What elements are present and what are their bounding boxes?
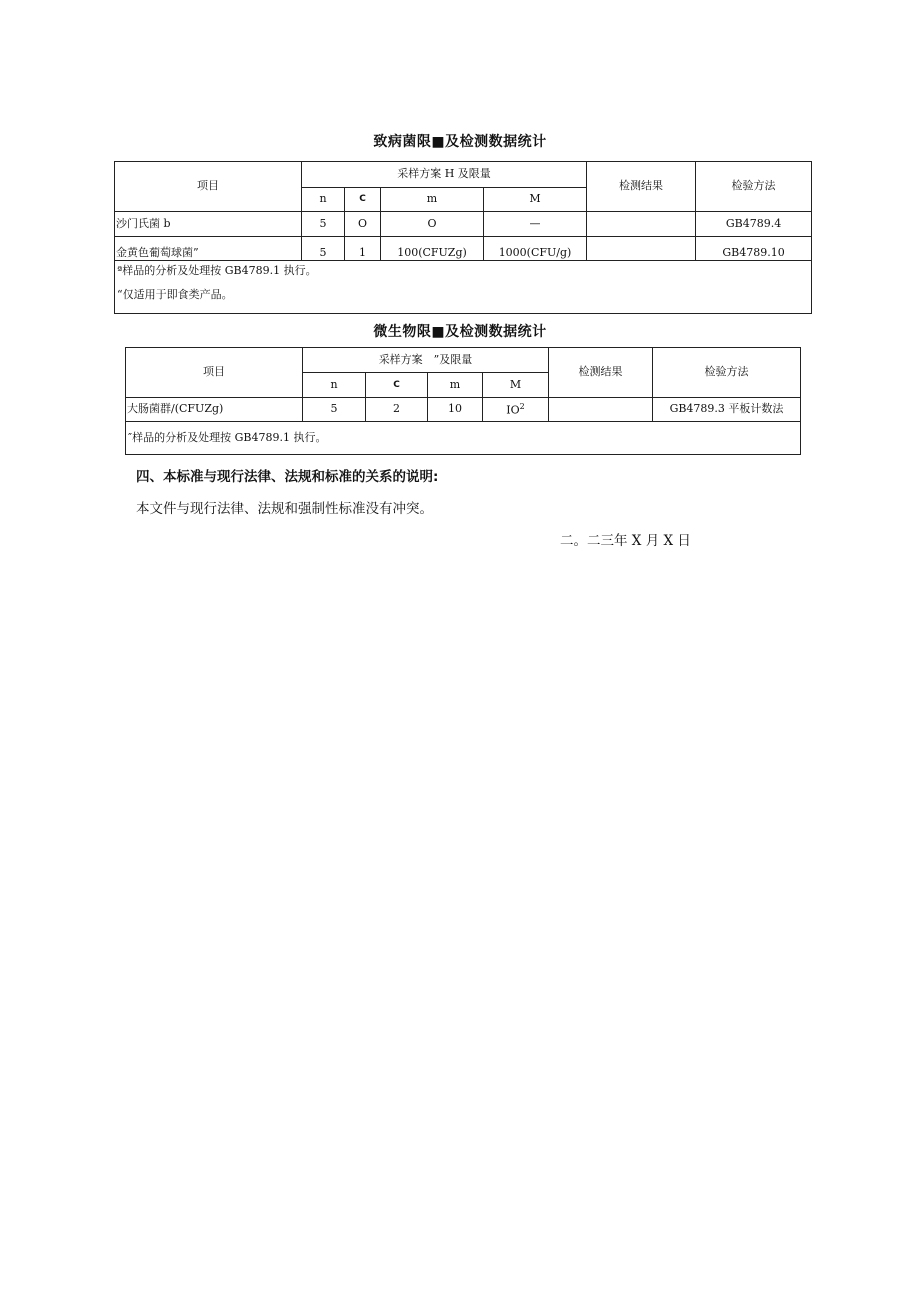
section4-heading: 四、本标准与现行法律、法规和标准的关系的说明: [136, 469, 439, 485]
row-method: GB4789.3 平板计数法 [653, 398, 801, 422]
table-row [115, 212, 812, 237]
pathogen-table [114, 161, 812, 314]
row-result [587, 237, 696, 261]
table-notes [115, 261, 812, 314]
row-result [549, 398, 653, 422]
header-c: C [366, 373, 428, 398]
row-n: 5 [302, 212, 345, 237]
row-m: 10 [428, 398, 483, 422]
row-m: 100(CFUZg) [381, 237, 484, 261]
row-item: 金黄色葡萄球菌” [115, 237, 302, 261]
header-M: M [484, 188, 587, 212]
header-item: 项目 [115, 162, 302, 212]
note-line: ″样品的分析及处理按 GB4789.1 执行。 [128, 431, 327, 445]
note-line: ª样品的分析及处理按 GB4789.1 执行。 [117, 264, 317, 277]
header-c: C [345, 188, 381, 212]
row-c: 1 [345, 237, 381, 261]
row-n: 5 [303, 398, 366, 422]
note-line: “仅适用于即食类产品。 [117, 288, 233, 301]
row-method: GB4789.10 [696, 237, 812, 261]
header-n: n [302, 188, 345, 212]
table1-title: 致病菌限■及检测数据统计 [373, 134, 547, 150]
row-M: — [484, 212, 587, 237]
table-row [126, 398, 801, 422]
row-method: GB4789.4 [696, 212, 812, 237]
header-n: n [303, 373, 366, 398]
microbe-table [125, 347, 801, 455]
row-c: O [345, 212, 381, 237]
header-M: M [483, 373, 549, 398]
header-m: m [381, 188, 484, 212]
header-result: 检测结果 [587, 162, 696, 212]
table-row [115, 237, 812, 261]
header-m: m [428, 373, 483, 398]
table-notes [126, 422, 801, 455]
row-n: 5 [302, 237, 345, 261]
row-M: 1000(CFU/g) [484, 237, 587, 261]
row-result [587, 212, 696, 237]
row-M-exponent: 2 [519, 401, 525, 411]
document-date: 二。二三年 X 月 X 日 [560, 533, 691, 549]
header-method: 检验方法 [653, 348, 801, 398]
header-item: 项目 [126, 348, 303, 398]
header-sampling-plan: 采样方案 ”及限量 [303, 348, 549, 373]
table2-title: 微生物限■及检测数据统计 [373, 324, 547, 340]
row-c: 2 [366, 398, 428, 422]
row-M-base: IO [506, 403, 520, 417]
row-item: 大肠菌群/(CFUZg) [126, 398, 303, 422]
row-M [483, 398, 549, 422]
header-result: 检测结果 [549, 348, 653, 398]
section4-body: 本文件与现行法律、法规和强制性标准没有冲突。 [136, 501, 433, 517]
row-item: 沙门氏菌 b [115, 212, 302, 237]
row-m: O [381, 212, 484, 237]
header-method: 检验方法 [696, 162, 812, 212]
header-sampling-plan: 采样方案 H 及限量 [302, 162, 587, 188]
